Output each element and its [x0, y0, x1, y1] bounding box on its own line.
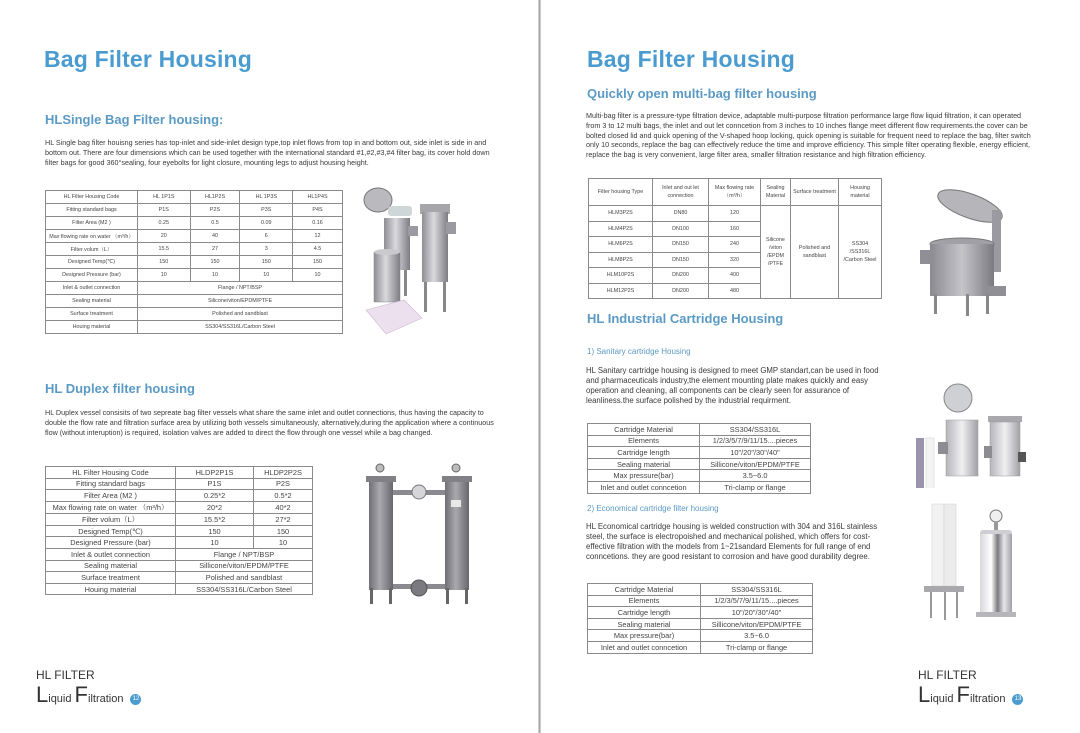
table-cell: Cartridge Material [588, 424, 700, 436]
table-cell: HLM12P2S [589, 283, 653, 299]
multi-bag-filter-image [912, 182, 1042, 317]
economical-description: HL Economical cartridge housing is welded construction with 304 and 316L stainless steel, the surface is electropoished and mechanical polished, which offers for cost-effective filtration with the models from 1~21sandard Elements for full range of end conncetions. they are good resistant to corrosion and have good durability degree. [586, 522, 878, 561]
table-header-cell: Housing material [839, 179, 882, 206]
table-cell: 0.09 [240, 217, 293, 230]
table-row [588, 458, 811, 470]
table-cell: 10"/20"/30"/40" [701, 607, 813, 619]
table-row [588, 481, 811, 493]
table-header-cell: HL1P4S [293, 191, 343, 204]
table-row [588, 607, 813, 619]
table-header-cell: HL 1P1S [138, 191, 191, 204]
table-cell: Inlet & outlet connection [46, 282, 138, 295]
table-cell-surface: Polished and sandblast [791, 206, 839, 299]
table-cell: Filter Area (M2 ) [46, 490, 176, 502]
page-title: Bag Filter Housing [587, 46, 796, 72]
table-cell: 20*2 [176, 501, 254, 513]
table-header-cell: HLDP2P1S [176, 467, 254, 479]
footer-tag-text: iquid [48, 693, 75, 705]
table-cell: SS304/SS316L [701, 584, 813, 596]
table-cell: 150 [254, 525, 313, 537]
table-cell: 240 [709, 237, 761, 253]
table-cell: DN150 [653, 237, 709, 253]
table-header-cell: HL1P2S [190, 191, 240, 204]
table-cell: 3 [240, 243, 293, 256]
footer-tag-initial-l: L [36, 682, 49, 707]
single-section-heading: HLSingle Bag Filter housing: [45, 112, 224, 127]
table-cell: Fitting standard bags [46, 204, 138, 217]
table-cell: Max pressure(bar) [588, 630, 701, 642]
table-cell: 150 [190, 256, 240, 269]
table-cell: SS304/SS316L/Carbon Steel [176, 583, 313, 595]
table-cell: Inlet & outlet connection [46, 548, 176, 560]
table-cell: 10"/20"/30"/40" [700, 447, 811, 459]
table-row [46, 269, 343, 282]
table-cell: 0.25 [138, 217, 191, 230]
table-cell: Max flowing rate on water （m³/h） [46, 230, 138, 243]
table-cell-housing: SS304 /SS316L /Carbon Steel [839, 206, 882, 299]
table-cell: 6 [240, 230, 293, 243]
table-cell: SS304/SS316L [700, 424, 811, 436]
table-cell: Silicone/viton/EPDM/PTFE [138, 295, 343, 308]
cartridge-section-heading: HL Industrial Cartridge Housing [587, 311, 784, 326]
table-cell: Tri-clamp or flange [700, 481, 811, 493]
table-cell: HLM3P2S [589, 206, 653, 222]
table-header-row [46, 467, 313, 479]
table-cell: 1/2/3/5/7/9/11/15....pieces [701, 595, 813, 607]
table-row [588, 424, 811, 436]
footer-tag-initial-f: F [956, 682, 970, 707]
footer-tag-text: iquid [930, 693, 957, 705]
table-cell: 40*2 [254, 501, 313, 513]
table-cell: P1S [138, 204, 191, 217]
table-header-cell: Filter housing Type [589, 179, 653, 206]
table-cell: 15.5 [138, 243, 191, 256]
table-cell: P3S [240, 204, 293, 217]
table-cell: 3.5~6.0 [701, 630, 813, 642]
economical-cartridge-image [922, 502, 1032, 624]
table-cell: P1S [176, 478, 254, 490]
table-row [588, 630, 813, 642]
table-cell: 1/2/3/5/7/9/11/15....pieces [700, 435, 811, 447]
table-cell: Cartridge length [588, 447, 700, 459]
table-row [46, 525, 313, 537]
table-cell: Elements [588, 435, 700, 447]
table-cell: Max pressure(bar) [588, 470, 700, 482]
table-row [588, 470, 811, 482]
economical-spec-table [587, 583, 813, 654]
table-cell: HLM6P2S [589, 237, 653, 253]
sanitary-description: HL Sanitary cartridge housing is designed to meet GMP standart,can be used in food and pharmaceuticals industry,the element mounting plate makes quickly and easy operation and cleaning, all components can be clearly seen for assurance of leanliness.the surface polished by the industrial requirment. [586, 366, 879, 405]
table-row [46, 217, 343, 230]
table-cell: HLM4P2S [589, 221, 653, 237]
table-cell: P4S [293, 204, 343, 217]
table-cell: DN200 [653, 268, 709, 284]
footer-brand: HL FILTER [918, 668, 977, 682]
table-cell: DN200 [653, 283, 709, 299]
table-row [588, 595, 813, 607]
table-cell: HLM8P2S [589, 252, 653, 268]
table-header-cell: HL Filter Housing Code [46, 467, 176, 479]
table-cell: Designed Temp(℃) [46, 256, 138, 269]
table-row [46, 583, 313, 595]
table-cell: 150 [176, 525, 254, 537]
table-cell: Flange / NPT/BSP [176, 548, 313, 560]
sanitary-subheading: 1) Sanitary cartridge Housing [587, 347, 691, 356]
footer-tag-initial-l: L [918, 682, 931, 707]
table-cell: 400 [709, 268, 761, 284]
table-cell: SS304/SS316L/Carbon Steel [138, 321, 343, 334]
table-cell: 320 [709, 252, 761, 268]
table-cell: Sillicone/viton/EPDM/PTFE [176, 560, 313, 572]
table-row [46, 282, 343, 295]
table-cell: Designed Temp(℃) [46, 525, 176, 537]
table-cell: Polished and sandblast [138, 308, 343, 321]
table-cell: 10 [176, 537, 254, 549]
table-header-cell: HL 1P3S [240, 191, 293, 204]
table-cell: Max flowing rate on water （m³/h） [46, 501, 176, 513]
table-row [46, 572, 313, 584]
table-cell: Tri-clamp or flange [701, 641, 813, 653]
table-cell: 10 [254, 537, 313, 549]
table-row [588, 435, 811, 447]
footer-brand: HL FILTER [36, 668, 95, 682]
table-row [588, 447, 811, 459]
table-cell: 40 [190, 230, 240, 243]
table-row [46, 501, 313, 513]
single-bag-filter-image [358, 182, 478, 340]
duplex-filter-image [356, 462, 496, 608]
table-cell: Sillicone/viton/EPDM/PTFE [701, 618, 813, 630]
duplex-section-description: HL Duplex vessel consisits of two sepreate bag filter vessels what share the same inlet and outlet connections, thus having the capacity to double the flow rate and filtration surface area by utilizing both vessels simultaneously, alternatively,during the application where a continuous flow (without interuption) is required, isolation valves are added to direct the flow through one vessel while a bag changed. [45, 408, 494, 437]
table-cell: Sealing material [46, 560, 176, 572]
table-header-row [589, 179, 882, 206]
sanitary-spec-table [587, 423, 811, 494]
table-cell: Fitting standard bags [46, 478, 176, 490]
table-cell: 150 [240, 256, 293, 269]
table-cell: Sealing material [46, 295, 138, 308]
table-header-cell: Sealing Material [761, 179, 791, 206]
table-cell: Polished and sandblast [176, 572, 313, 584]
single-section-description: HL Single bag filter houisng series has top-inlet and side-inlet design type,top inlet flows from top in and bottom out, side inlet is side in and bottom out. There are four dimensions which can be used together with the international standard #1,#2,#3,#4 filter bag, its cover hold down filter bags for good 360°sealing, four eyebolts for light closure, mounting legs to adjust housing height. [45, 138, 490, 167]
page-number-badge: 12 [130, 694, 141, 705]
table-row [46, 230, 343, 243]
table-cell: DN80 [653, 206, 709, 222]
table-cell: 150 [138, 256, 191, 269]
table-cell: 150 [293, 256, 343, 269]
table-cell: Sealing material [588, 458, 700, 470]
multi-section-description: Multi-bag filter is a pressure-type filtration device, adaptable multi-purpose filtration performance large flow liquid filtration, it can operated from 3 to 12 multi bags, the inlet and out let conncetion from 3 inches to 10 inches flange meet different flow requirements.the cover can be bolted closed lid and quick opening of the V-shaped hoop locking, quick opening is suitable for frequent need to replace the bag, filter switch only 10 seconds, replace the bag can effectively reduce the time and improve efficiency. This simple filter operating flexible, energy efficient, replace the bag is very convenient, large filter area, smaller filtration resistance and high filtration efficiency. [586, 111, 1031, 160]
duplex-spec-table [45, 466, 313, 595]
table-cell: 0.5 [190, 217, 240, 230]
table-row [46, 478, 313, 490]
table-cell: 12 [293, 230, 343, 243]
table-row [46, 537, 313, 549]
table-row [46, 204, 343, 217]
table-row [589, 206, 882, 222]
table-cell: Houing material [46, 321, 138, 334]
table-row [46, 295, 343, 308]
table-cell: 160 [709, 221, 761, 237]
multi-bag-spec-table [588, 178, 882, 299]
table-row [46, 256, 343, 269]
table-cell: P2S [254, 478, 313, 490]
table-row [588, 618, 813, 630]
right-page [542, 0, 1080, 733]
sanitary-cartridge-image [908, 378, 1030, 488]
table-cell: 0.16 [293, 217, 343, 230]
footer-tag-text: iltration [970, 693, 1006, 705]
economical-subheading: 2) Economical cartridge filter housing [587, 504, 719, 513]
table-row [46, 490, 313, 502]
table-cell: Filter volum（L） [46, 243, 138, 256]
table-cell: 15.5*2 [176, 513, 254, 525]
table-cell: Sealing material [588, 618, 701, 630]
table-cell: Designed Pressure (bar) [46, 537, 176, 549]
footer-tagline [918, 682, 1023, 707]
table-cell: 10 [240, 269, 293, 282]
table-cell: DN150 [653, 252, 709, 268]
table-cell: HLM10P2S [589, 268, 653, 284]
table-cell: DN100 [653, 221, 709, 237]
footer-tagline [36, 682, 141, 707]
table-cell: P2S [190, 204, 240, 217]
table-row [46, 548, 313, 560]
footer-tag-initial-f: F [74, 682, 88, 707]
table-header-cell: HLDP2P2S [254, 467, 313, 479]
table-cell: 4.5 [293, 243, 343, 256]
table-row [588, 584, 813, 596]
multi-section-heading: Quickly open multi-bag filter housing [587, 86, 817, 101]
table-row [46, 308, 343, 321]
table-cell: Surface treatment [46, 308, 138, 321]
table-cell: 480 [709, 283, 761, 299]
table-cell: 0.5*2 [254, 490, 313, 502]
table-cell: 27*2 [254, 513, 313, 525]
table-cell: Cartridge Material [588, 584, 701, 596]
table-cell-sealing: Silicone /viton /EPDM /PTFE [761, 206, 791, 299]
table-cell: 0.25*2 [176, 490, 254, 502]
table-cell: 3.5~6.0 [700, 470, 811, 482]
table-header-cell: Max flowing rate （m³/h） [709, 179, 761, 206]
table-cell: 10 [293, 269, 343, 282]
single-spec-table [45, 190, 343, 334]
table-row [46, 243, 343, 256]
table-cell: 10 [138, 269, 191, 282]
table-row [46, 513, 313, 525]
table-cell: 20 [138, 230, 191, 243]
table-cell: Flange / NPT/BSP [138, 282, 343, 295]
table-cell: Inlet and outlet conncetion [588, 481, 700, 493]
table-cell: 10 [190, 269, 240, 282]
duplex-section-heading: HL Duplex filter housing [45, 381, 195, 396]
footer-tag-text: iltration [88, 693, 124, 705]
table-row [46, 560, 313, 572]
table-cell: Surface treatment [46, 572, 176, 584]
table-cell: Sillicone/viton/EPDM/PTFE [700, 458, 811, 470]
page-gutter-divider [538, 0, 541, 733]
table-header-row [46, 191, 343, 204]
page-title: Bag Filter Housing [44, 46, 253, 72]
table-row [588, 641, 813, 653]
table-cell: Filter volum（L） [46, 513, 176, 525]
table-cell: Cartridge length [588, 607, 701, 619]
table-cell: 27 [190, 243, 240, 256]
table-cell: Inlet and outlet conncetion [588, 641, 701, 653]
table-header-cell: Inlet and out let connection [653, 179, 709, 206]
table-header-cell: HL Filter Housing Code [46, 191, 138, 204]
table-cell: Filter Area (M2 ) [46, 217, 138, 230]
table-cell: Elements [588, 595, 701, 607]
page-number-badge: 13 [1012, 694, 1023, 705]
table-header-cell: Surface treatment [791, 179, 839, 206]
table-cell: 120 [709, 206, 761, 222]
table-row [46, 321, 343, 334]
table-cell: Houing material [46, 583, 176, 595]
table-cell: Designed Pressure (bar) [46, 269, 138, 282]
